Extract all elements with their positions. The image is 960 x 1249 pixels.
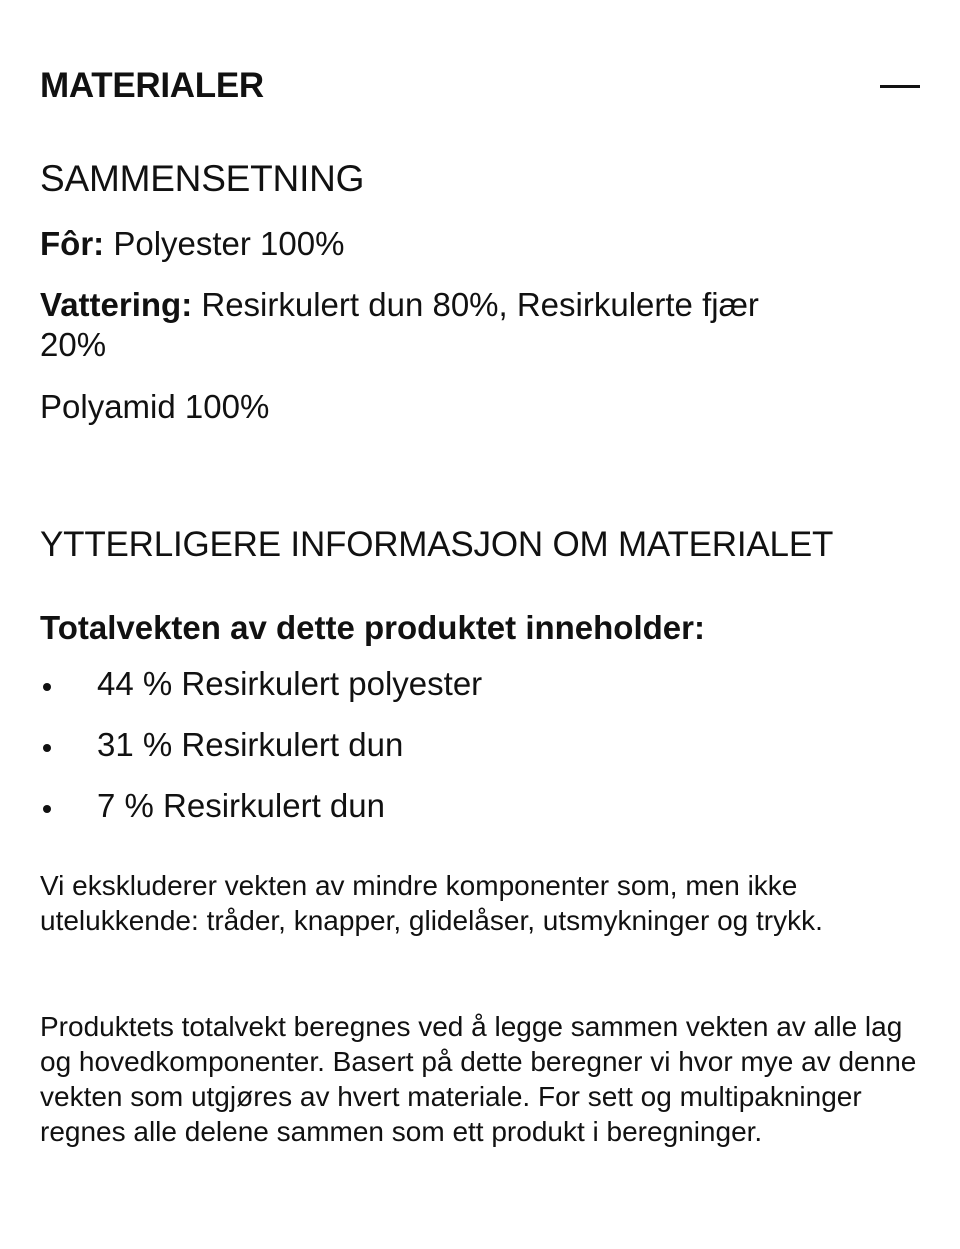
composition-value: Polyamid 100%: [40, 388, 270, 425]
composition-value: Resirkulert dun 80%, Resirkulerte fjær 20%: [40, 286, 759, 363]
composition-heading: SAMMENSETNING: [40, 158, 365, 199]
list-item-text: 7 % Resirkulert dun: [97, 787, 385, 824]
minus-icon: [880, 85, 920, 88]
list-item-text: 44 % Resirkulert polyester: [97, 665, 483, 702]
exclusion-note: Vi ekskluderer vekten av mindre komponenter som, men ikke utelukkende: tråder, knapper, glidelåser, utsmykninger og trykk.: [40, 870, 823, 936]
additional-info-heading: YTTERLIGERE INFORMASJON OM MATERIALET: [40, 525, 834, 564]
composition-label: Vattering:: [40, 286, 193, 323]
calculation-note: Produktets totalvekt beregnes ved å legge sammen vekten av alle lag og hovedkomponenter. Basert på dette beregner vi hvor mye av denne vekten som utgjøres av hvert materiale. For sett og multipakninger regnes alle delene sammen som ett produkt i beregninger.: [40, 1011, 917, 1147]
materials-accordion-header[interactable]: [40, 66, 920, 110]
weight-intro: Totalvekten av dette produktet inneholder:: [40, 609, 705, 646]
bullet-icon: [43, 805, 51, 813]
composition-value: Polyester 100%: [104, 225, 345, 262]
list-item-text: 31 % Resirkulert dun: [97, 726, 404, 763]
bullet-icon: [43, 683, 51, 691]
bullet-icon: [43, 744, 51, 752]
composition-line-padding: [40, 285, 800, 365]
collapse-button[interactable]: [880, 68, 920, 108]
composition-label: Fôr:: [40, 225, 105, 262]
composition-line-shell: [40, 387, 800, 427]
accordion-title: MATERIALER: [40, 66, 264, 105]
composition-line-lining: [40, 224, 800, 264]
